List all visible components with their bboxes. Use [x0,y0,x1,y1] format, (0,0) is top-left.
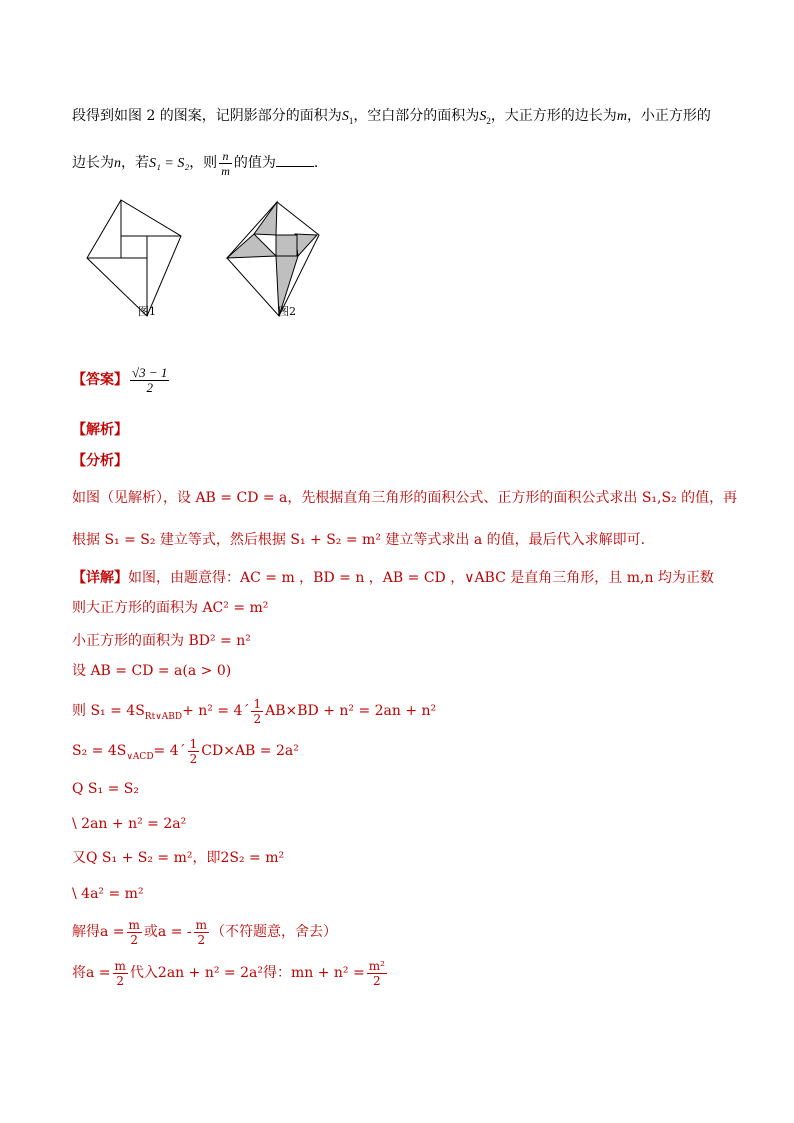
s2-symbol: $S_2$ [479,109,491,126]
problem-line-2 [72,146,318,181]
m-over-2-fraction: $\frac{m}{2}$ [195,917,208,947]
fig2-shaded-triangle [227,234,276,258]
jiexi-label: 【解析】 [72,422,128,438]
problem-text: ，小正方形的 [626,108,711,124]
s1-symbol: $S_1$ [341,109,354,126]
detail-line-6: Q S₁ = S₂ [72,781,139,797]
condition-equation: S₁ = S₂ [149,156,190,171]
detail-line-7: \ 2an + n² = 2a² [72,816,187,832]
analysis-line-1: 如图（见解析），设 AB = CD = a，先根据直角三角形的面积公式、正方形的面积公式求出 S₁,S₂ 的值，再 [72,490,738,506]
n-symbol: n [114,156,121,171]
problem-text: 段得到如图 2 的图案，记阴影部分的面积为 [72,108,342,124]
figure-2 [227,202,319,316]
m-symbol: m [616,109,627,124]
detail-intro: 如图，由题意得：AC = m ，BD = n ，AB = CD ，∨ABC 是直角三角形，且 m,n 均为正数 [128,570,714,586]
figures [85,196,345,326]
n-over-m-fraction: $\frac{n}{m}$ [221,148,230,178]
m-squared-over-2-fraction: $\frac{\text{m²}}{2}$ [368,958,385,988]
problem-text: ，则 [189,155,218,171]
problem-text: ，空白部分的面积为 [353,108,480,124]
figure-1 [87,200,181,316]
half-fraction: $\frac{1}{2}$ [189,736,198,766]
detail-label: 【详解】 [72,570,128,586]
problem-text: ，若 [121,155,149,171]
half-fraction: $\frac{1}{2}$ [253,696,262,726]
detail-line-4: 则 $S_1 = 4S_{Rt\vee ABD}+ n^2$ = 4´ $\frac{1}{2}$ AB×BD + n² = 2an + n² [72,696,437,726]
fig2-inner-square [276,235,297,256]
m-over-2-fraction: $\frac{m}{2}$ [128,917,140,947]
detail-line-5: $S_2 = 4S_{\vee ACD}=$ 4´ $\frac{1}{2}$ CD×AB = 2a² [72,736,299,766]
problem-text: . [313,155,319,171]
fig1-caption: 图1 [138,305,156,318]
fig2-shaded-triangle [254,202,277,235]
problem-text: ，大正方形的边长为 [490,108,617,124]
fenxi-label: 【分析】 [72,453,128,469]
analysis-line-2: 根据 S₁ = S₂ 建立等式，然后根据 S₁ + S₂ = m² 建立等式求出 a 的值，最后代入求解即可. [72,532,646,548]
problem-line-1 [72,106,711,127]
answer-blank [276,154,314,167]
problem-text: 边长为 [72,155,114,171]
detail-line-9: \ 4a² = m² [72,886,144,902]
detail-line-8: 又Q S₁ + S₂ = m²，即2S₂ = m² [72,850,285,866]
detail-line-3: 设 AB = CD = a(a > 0) [72,663,232,679]
problem-text: 的值为 [233,155,276,171]
answer-line [72,362,171,398]
detail-intro-line [72,568,714,588]
detail-line-10: 解得a = $\frac{m}{2}$ 或a = - $\frac{m}{2}$ （不符题意，舍去） [72,917,338,947]
m-over-2-fraction: $\frac{m}{2}$ [114,958,126,988]
detail-line-11: 将a = $\frac{m}{2}$ 代入2an + n² = 2a²得：mn + n² = $\frac{\text{m²}}{2}$ [72,958,385,988]
fig2-caption: 图2 [278,305,296,318]
answer-fraction: $\frac{√3 - 1}{2}$ [132,364,168,395]
detail-line-1: 则大正方形的面积为 AC² = m² [72,600,269,616]
detail-line-2: 小正方形的面积为 BD² = n² [72,633,251,649]
answer-label: 【答案】 [72,372,128,388]
